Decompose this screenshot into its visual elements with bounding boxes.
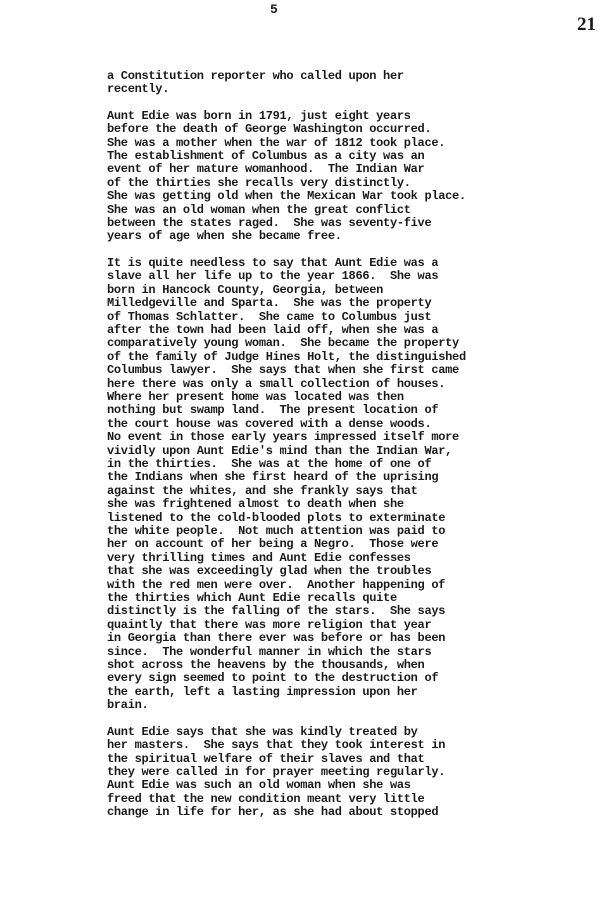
text-line: her on account of her being a Negro. Those were <box>107 537 439 552</box>
text-line: born in Hancock County, Georgia, between <box>107 282 384 297</box>
text-line: It is quite needless to say that Aunt Edie was a <box>107 255 439 270</box>
text-line: she was frightened almost to death when she <box>107 497 404 512</box>
text-line: of the thirties she recalls very distinctly. <box>107 175 411 190</box>
text-line: Aunt Edie was such an old woman when she was <box>107 778 411 793</box>
text-line: the spiritual welfare of their slaves and that <box>107 751 425 766</box>
handwritten-folio-number: 21 <box>577 14 596 35</box>
paragraph <box>107 110 595 244</box>
text-line: the earth, left a lasting impression upon her <box>107 684 418 699</box>
text-line: recently. <box>107 82 170 97</box>
text-line: very thrilling times and Aunt Edie confesses <box>107 550 411 565</box>
text-line: She was a mother when the war of 1812 took place. <box>107 135 446 150</box>
text-line: of Thomas Schlatter. She came to Columbus just <box>107 309 432 324</box>
text-line: a Constitution reporter who called upon her <box>107 69 404 83</box>
body-text <box>107 70 595 833</box>
text-line: comparatively young woman. She became the property <box>107 336 459 351</box>
text-line: distinctly is the falling of the stars. She says <box>107 604 446 619</box>
text-line: Where her present home was located was then <box>107 389 404 404</box>
text-line: listened to the cold-blooded plots to exterminate <box>107 510 446 525</box>
text-line: her masters. She says that they took interest in <box>107 738 446 753</box>
paragraph <box>107 70 595 97</box>
text-line: the white people. Not much attention was paid to <box>107 524 446 538</box>
text-line: in the thirties. She was at the home of one of <box>107 456 432 471</box>
text-line: shot across the heavens by the thousands, when <box>107 658 425 673</box>
text-line: between the states raged. She was seventy-five <box>107 216 432 231</box>
text-line: She was getting old when the Mexican War took place. <box>107 189 466 204</box>
text-line: since. The wonderful manner in which the stars <box>107 644 432 659</box>
text-line: after the town had been laid off, when she was a <box>107 322 439 337</box>
text-line: brain. <box>107 698 149 713</box>
text-line: that she was exceedingly glad when the troubles <box>107 564 432 579</box>
text-line: change in life for her, as she had about stopped <box>107 805 439 820</box>
text-line: the thirties which Aunt Edie recalls quite <box>107 591 397 606</box>
text-line: freed that the new condition meant very little <box>107 791 425 806</box>
text-line: every sign seemed to point to the destruction of <box>107 671 439 686</box>
text-line: with the red men were over. Another happening of <box>107 577 446 592</box>
text-line: Aunt Edie says that she was kindly treated by <box>107 724 418 739</box>
text-line: the court house was covered with a dense woods. <box>107 416 432 431</box>
text-line: vividly upon Aunt Edie's mind than the Indian War, <box>107 443 453 458</box>
paragraph <box>107 257 595 713</box>
paragraph <box>107 726 595 820</box>
text-line: here there was only a small collection of houses. <box>107 376 446 391</box>
text-line: nothing but swamp land. The present location of <box>107 403 439 418</box>
text-line: years of age when she became free. <box>107 229 342 244</box>
text-line: against the whites, and she frankly says that <box>107 483 418 498</box>
text-line: Columbus lawyer. She says that when she first came <box>107 363 459 378</box>
text-line: before the death of George Washington occurred. <box>107 122 432 137</box>
text-line: they were called in for prayer meeting regularly. <box>107 764 446 779</box>
page-number: 5 <box>270 2 278 17</box>
text-line: of the family of Judge Hines Holt, the distinguished <box>107 349 466 364</box>
text-line: quaintly that there was more religion that year <box>107 617 432 632</box>
text-line: Milledgeville and Sparta. She was the property <box>107 296 432 311</box>
text-line: event of her mature womanhood. The Indian War <box>107 162 425 177</box>
text-line: the Indians when she first heard of the uprising <box>107 470 439 485</box>
text-line: Aunt Edie was born in 1791, just eight years <box>107 108 411 123</box>
text-line: No event in those early years impressed itself more <box>107 430 459 445</box>
text-line: in Georgia than there ever was before or has been <box>107 631 446 646</box>
text-line: slave all her life up to the year 1866. She was <box>107 269 439 284</box>
text-line: She was an old woman when the great conflict <box>107 202 411 217</box>
text-line: The establishment of Columbus as a city was an <box>107 149 425 164</box>
